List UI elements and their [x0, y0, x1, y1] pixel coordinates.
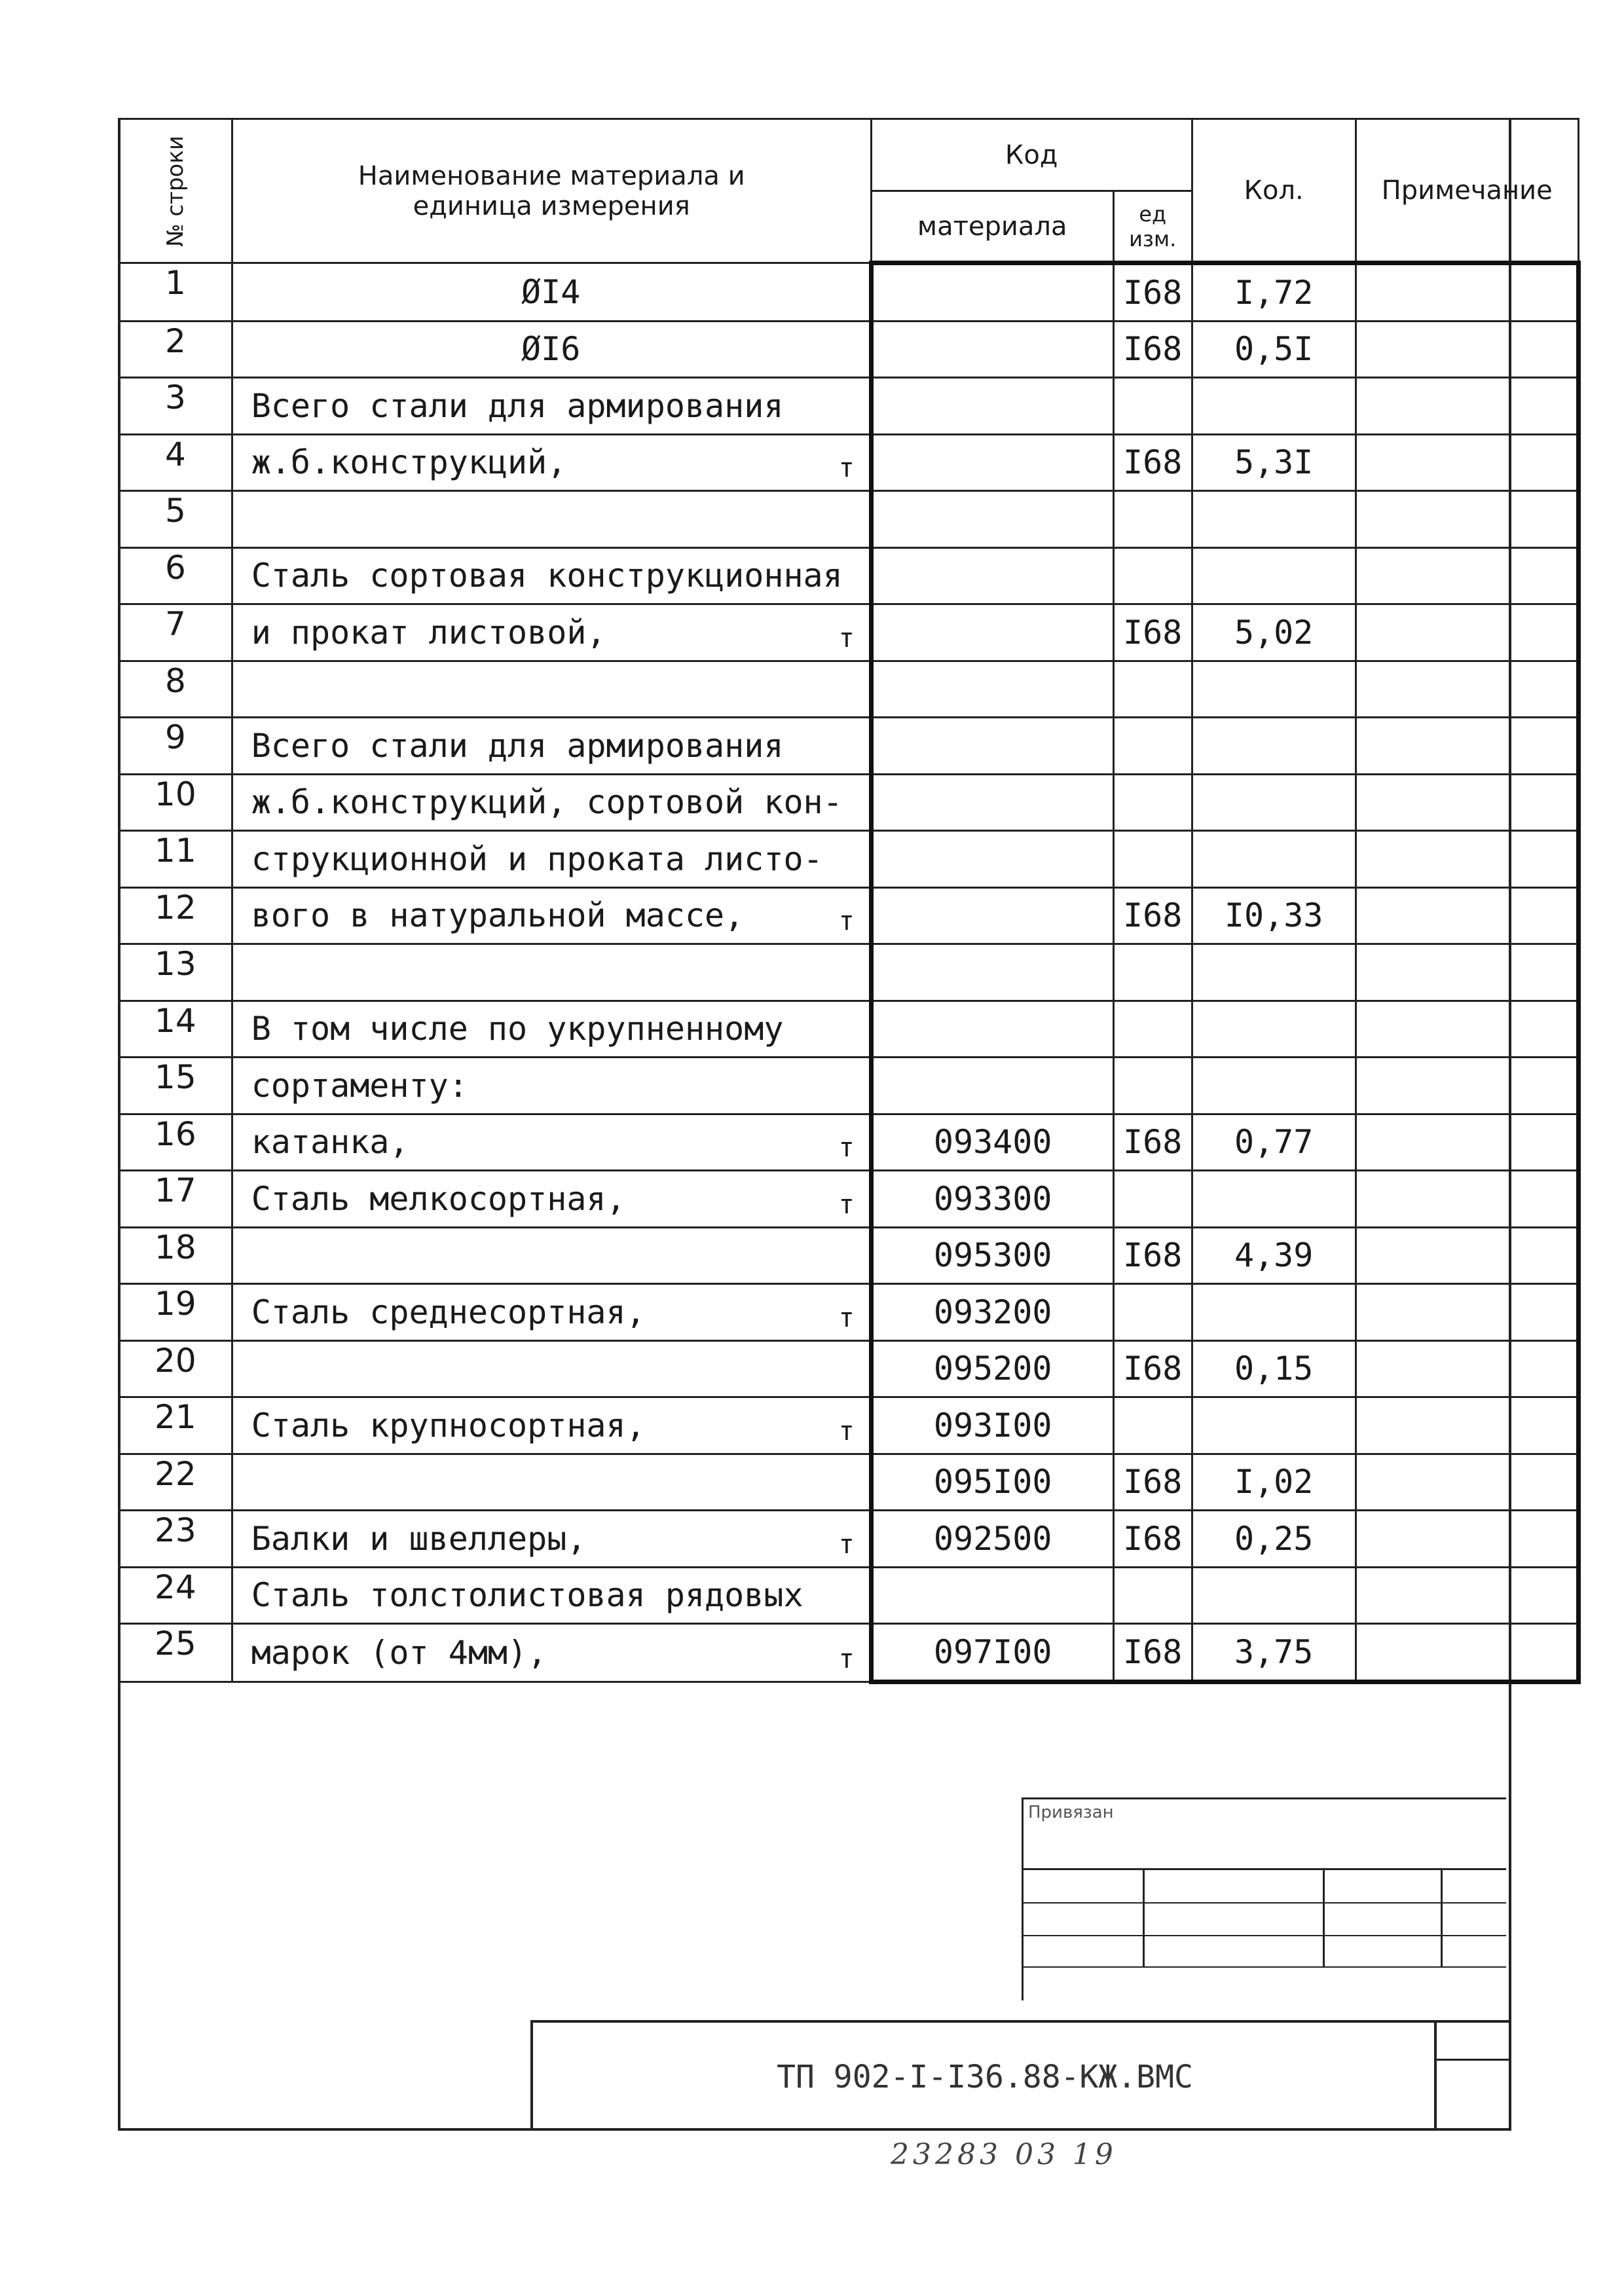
table-row — [119, 1567, 1579, 1624]
material-name-text: и прокат листовой, — [251, 613, 606, 652]
material-name — [232, 831, 871, 888]
linked-label: Привязан — [1028, 1803, 1114, 1822]
unit-code — [1113, 718, 1192, 775]
material-name — [232, 1340, 871, 1397]
note — [1356, 434, 1578, 491]
material-name — [232, 887, 871, 944]
table-row — [119, 661, 1579, 718]
quantity — [1192, 718, 1356, 775]
material-name-text: ж.б.конструкций, — [251, 443, 567, 482]
note — [1356, 887, 1578, 944]
unit-code: I68 — [1113, 1454, 1192, 1511]
quantity — [1192, 661, 1356, 718]
material-name — [232, 1511, 871, 1568]
material-name — [232, 1567, 871, 1624]
material-code — [871, 774, 1113, 831]
material-name-text: Всего стали для армирования — [251, 726, 784, 765]
material-name — [232, 1454, 871, 1511]
material-name — [232, 1058, 871, 1114]
table-row — [119, 887, 1579, 944]
material-name-text: В том числе по укрупненному — [251, 1010, 784, 1048]
material-name — [232, 1171, 871, 1228]
sheet-number-cell — [1434, 2023, 1509, 2131]
table-row — [119, 1624, 1579, 1682]
row-number: 19 — [119, 1284, 232, 1341]
material-code — [871, 887, 1113, 944]
table-row — [119, 831, 1579, 888]
table-row — [119, 774, 1579, 831]
unit-label: т — [838, 453, 855, 483]
unit-code — [1113, 1171, 1192, 1228]
unit-label: т — [838, 1644, 855, 1674]
material-code: 093I00 — [871, 1397, 1113, 1454]
unit-label: т — [838, 1133, 855, 1163]
quantity — [1192, 1058, 1356, 1114]
material-name-text: катанка, — [251, 1123, 409, 1162]
header-name: Наименование материала и единица измерения — [232, 119, 871, 263]
unit-code — [1113, 1567, 1192, 1624]
note — [1356, 1454, 1578, 1511]
quantity: 0,77 — [1192, 1114, 1356, 1171]
material-code — [871, 321, 1113, 378]
quantity — [1192, 378, 1356, 435]
material-name — [232, 774, 871, 831]
table-row — [119, 434, 1579, 491]
material-code — [871, 434, 1113, 491]
material-code: 092500 — [871, 1511, 1113, 1568]
unit-code: I68 — [1113, 1227, 1192, 1284]
quantity — [1192, 1001, 1356, 1058]
quantity — [1192, 1567, 1356, 1624]
quantity — [1192, 944, 1356, 1001]
row-number: 7 — [119, 604, 232, 661]
note — [1356, 1340, 1578, 1397]
unit-code: I68 — [1113, 1511, 1192, 1568]
table-row — [119, 1058, 1579, 1114]
material-code: 093400 — [871, 1114, 1113, 1171]
unit-code — [1113, 1001, 1192, 1058]
material-code: 095I00 — [871, 1454, 1113, 1511]
header-quantity: Кол. — [1192, 119, 1356, 263]
table-row — [119, 604, 1579, 661]
quantity — [1192, 1171, 1356, 1228]
unit-label: т — [838, 1416, 855, 1446]
row-number: 15 — [119, 1058, 232, 1114]
note — [1356, 1058, 1578, 1114]
material-name — [232, 1397, 871, 1454]
material-name — [232, 1001, 871, 1058]
quantity — [1192, 547, 1356, 604]
note — [1356, 944, 1578, 1001]
unit-label: т — [838, 1302, 855, 1333]
row-number: 18 — [119, 1227, 232, 1284]
material-name-text: струкционной и проката листо- — [251, 839, 823, 878]
table-row — [119, 1397, 1579, 1454]
quantity: 0,5I — [1192, 321, 1356, 378]
note — [1356, 491, 1578, 548]
material-name — [232, 378, 871, 435]
material-name-text: сортаменту: — [251, 1066, 468, 1105]
quantity: I,72 — [1192, 263, 1356, 322]
unit-code — [1113, 774, 1192, 831]
row-number: 11 — [119, 831, 232, 888]
note — [1356, 547, 1578, 604]
material-name — [232, 434, 871, 491]
title-block — [530, 2020, 1509, 2131]
table-row — [119, 1340, 1579, 1397]
material-code — [871, 378, 1113, 435]
unit-label: т — [838, 1529, 855, 1560]
row-number: 6 — [119, 547, 232, 604]
header-code-unit: ед изм. — [1113, 191, 1192, 263]
note — [1356, 263, 1578, 322]
table-row — [119, 1454, 1579, 1511]
unit-code — [1113, 491, 1192, 548]
material-name — [232, 491, 871, 548]
material-name — [232, 321, 871, 378]
material-name-text: Сталь мелкосортная, — [251, 1179, 626, 1218]
materials-table — [118, 118, 1581, 1684]
header-code-material: материала — [871, 191, 1113, 263]
unit-code: I68 — [1113, 263, 1192, 322]
material-name — [232, 1284, 871, 1341]
material-name — [232, 718, 871, 775]
row-number: 13 — [119, 944, 232, 1001]
note — [1356, 1114, 1578, 1171]
table-row — [119, 944, 1579, 1001]
table-row — [119, 1284, 1579, 1341]
note — [1356, 1624, 1578, 1682]
unit-code — [1113, 831, 1192, 888]
unit-code: I68 — [1113, 887, 1192, 944]
material-name — [232, 263, 871, 322]
material-name — [232, 604, 871, 661]
quantity: I0,33 — [1192, 887, 1356, 944]
material-code: 093200 — [871, 1284, 1113, 1341]
header-row-number: № строки — [119, 119, 232, 263]
table-row — [119, 378, 1579, 435]
unit-code — [1113, 661, 1192, 718]
unit-code — [1113, 1284, 1192, 1341]
note — [1356, 1227, 1578, 1284]
material-code — [871, 1567, 1113, 1624]
material-name — [232, 944, 871, 1001]
material-name-text: Сталь среднесортная, — [251, 1293, 646, 1331]
material-code — [871, 491, 1113, 548]
row-number: 17 — [119, 1171, 232, 1228]
row-number: 4 — [119, 434, 232, 491]
material-code: 095200 — [871, 1340, 1113, 1397]
note — [1356, 1511, 1578, 1568]
row-number: 1 — [119, 263, 232, 322]
unit-label: т — [838, 906, 855, 936]
quantity — [1192, 774, 1356, 831]
row-number: 9 — [119, 718, 232, 775]
material-name-text: ØI4 — [521, 272, 581, 311]
material-code — [871, 604, 1113, 661]
note — [1356, 321, 1578, 378]
note — [1356, 378, 1578, 435]
row-number: 25 — [119, 1624, 232, 1682]
table-row — [119, 718, 1579, 775]
unit-label: т — [838, 1189, 855, 1220]
quantity — [1192, 491, 1356, 548]
material-name — [232, 1624, 871, 1682]
note — [1356, 661, 1578, 718]
row-number: 22 — [119, 1454, 232, 1511]
header-code: Код — [871, 119, 1192, 191]
material-name-text: марок (от 4мм), — [251, 1633, 547, 1672]
row-number: 2 — [119, 321, 232, 378]
material-name — [232, 547, 871, 604]
unit-code — [1113, 1397, 1192, 1454]
archive-number: 23283 03 19 — [891, 2138, 1117, 2171]
material-name-text: ØI6 — [521, 330, 581, 369]
unit-code: I68 — [1113, 434, 1192, 491]
quantity: 4,39 — [1192, 1227, 1356, 1284]
table-row — [119, 1227, 1579, 1284]
quantity: 5,3I — [1192, 434, 1356, 491]
material-name-text: Сталь толстолистовая рядовых — [251, 1576, 803, 1615]
row-number: 21 — [119, 1397, 232, 1454]
quantity: 0,15 — [1192, 1340, 1356, 1397]
material-name-text: Сталь сортовая конструкционная — [251, 557, 843, 595]
note — [1356, 1001, 1578, 1058]
row-number: 24 — [119, 1567, 232, 1624]
row-number: 20 — [119, 1340, 232, 1397]
note — [1356, 1567, 1578, 1624]
material-name — [232, 1227, 871, 1284]
quantity — [1192, 1397, 1356, 1454]
note — [1356, 831, 1578, 888]
table-row — [119, 1511, 1579, 1568]
table-row — [119, 491, 1579, 548]
quantity — [1192, 1284, 1356, 1341]
row-number: 8 — [119, 661, 232, 718]
quantity: 3,75 — [1192, 1624, 1356, 1682]
row-number: 14 — [119, 1001, 232, 1058]
unit-code: I68 — [1113, 321, 1192, 378]
unit-code — [1113, 1058, 1192, 1114]
material-name — [232, 661, 871, 718]
material-name-text: Всего стали для армирования — [251, 386, 784, 425]
table-row — [119, 547, 1579, 604]
note — [1356, 1171, 1578, 1228]
table-row — [119, 263, 1579, 322]
row-number: 3 — [119, 378, 232, 435]
material-code: 093300 — [871, 1171, 1113, 1228]
quantity: 5,02 — [1192, 604, 1356, 661]
material-code — [871, 831, 1113, 888]
table-row — [119, 1001, 1579, 1058]
row-number: 10 — [119, 774, 232, 831]
unit-code — [1113, 547, 1192, 604]
material-name-text: Балки и швеллеры, — [251, 1519, 587, 1558]
material-code — [871, 944, 1113, 1001]
header-note: Примечание — [1356, 119, 1578, 263]
unit-code: I68 — [1113, 1624, 1192, 1682]
quantity: 0,25 — [1192, 1511, 1356, 1568]
material-name-text: ж.б.конструкций, сортовой кон- — [251, 783, 843, 822]
quantity — [1192, 831, 1356, 888]
material-code — [871, 1058, 1113, 1114]
unit-code: I68 — [1113, 604, 1192, 661]
quantity: I,02 — [1192, 1454, 1356, 1511]
linked-stamp — [1022, 1797, 1506, 2000]
material-code — [871, 263, 1113, 322]
material-code — [871, 661, 1113, 718]
table-row — [119, 1171, 1579, 1228]
material-name-text: Сталь крупносортная, — [251, 1406, 646, 1445]
row-number: 5 — [119, 491, 232, 548]
note — [1356, 604, 1578, 661]
material-code — [871, 547, 1113, 604]
material-code — [871, 718, 1113, 775]
material-code — [871, 1001, 1113, 1058]
material-code: 097I00 — [871, 1624, 1113, 1682]
material-code: 095300 — [871, 1227, 1113, 1284]
table-row — [119, 1114, 1579, 1171]
note — [1356, 718, 1578, 775]
row-number: 23 — [119, 1511, 232, 1568]
unit-code — [1113, 944, 1192, 1001]
unit-label: т — [838, 623, 855, 653]
table-row — [119, 321, 1579, 378]
note — [1356, 1284, 1578, 1341]
note — [1356, 1397, 1578, 1454]
row-number: 16 — [119, 1114, 232, 1171]
row-number: 12 — [119, 887, 232, 944]
note — [1356, 774, 1578, 831]
material-name-text: вого в натуральной массе, — [251, 896, 745, 935]
material-name — [232, 1114, 871, 1171]
unit-code: I68 — [1113, 1114, 1192, 1171]
document-code: ТП 902-I-I36.88-КЖ.ВМС — [777, 2059, 1193, 2095]
unit-code — [1113, 378, 1192, 435]
unit-code: I68 — [1113, 1340, 1192, 1397]
